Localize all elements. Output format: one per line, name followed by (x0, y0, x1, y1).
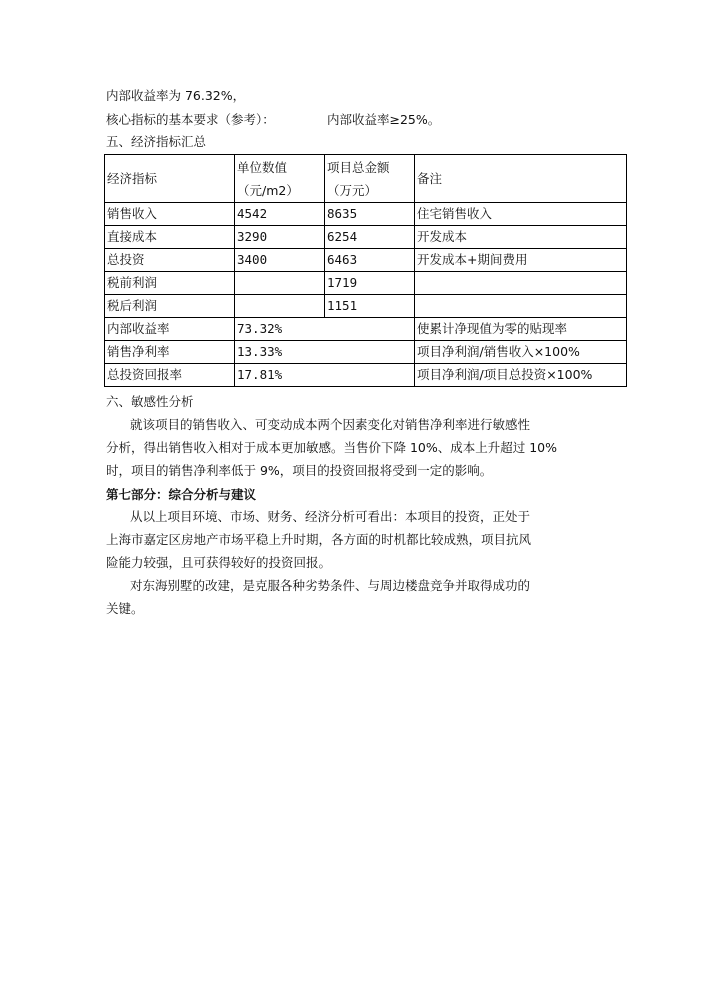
table-row (105, 341, 627, 364)
summary-paragraph-line: 险能力较强，且可获得较好的投资回报。 (106, 555, 332, 570)
table-cell: 3400 (235, 249, 325, 272)
table-row (105, 295, 627, 318)
table-cell: 使累计净现值为零的贴现率 (415, 318, 627, 341)
table-cell: 4542 (235, 203, 325, 226)
section-6-heading: 六、敏感性分析 (106, 394, 194, 409)
table-cell: 销售净利率 (105, 341, 235, 364)
table-row (105, 318, 627, 341)
table-header-cell: 经济指标 (105, 155, 235, 203)
section-5-heading: 五、经济指标汇总 (106, 134, 207, 149)
table-cell: 1719 (325, 272, 415, 295)
conclusion-paragraph-line: 关键。 (106, 601, 144, 616)
table-cell: 直接成本 (105, 226, 235, 249)
table-cell: 6254 (325, 226, 415, 249)
table-row (105, 272, 627, 295)
economic-indicators-table (104, 154, 627, 387)
table-cell (235, 272, 325, 295)
table-cell: 总投资回报率 (105, 364, 235, 387)
sensitivity-paragraph-line: 就该项目的销售收入、可变动成本两个因素变化对销售净利率进行敏感性 (130, 417, 531, 432)
table-cell (415, 295, 627, 318)
core-requirement-label: 核心指标的基本要求（参考）： (106, 112, 275, 127)
table-cell: 开发成本 (415, 226, 627, 249)
table-cell: 3290 (235, 226, 325, 249)
table-cell: 销售收入 (105, 203, 235, 226)
summary-paragraph-line: 从以上项目环境、市场、财务、经济分析可看出：本项目的投资，正处于 (130, 509, 531, 524)
table-row (105, 226, 627, 249)
table-header-row (105, 155, 627, 203)
table-header-cell: 备注 (415, 155, 627, 203)
table-cell: 税后利润 (105, 295, 235, 318)
table-header-cell: 项目总金额（万元） (325, 155, 415, 203)
table-cell: 开发成本+期间费用 (415, 249, 627, 272)
table-cell: 税前利润 (105, 272, 235, 295)
table-row (105, 364, 627, 387)
conclusion-paragraph-line: 对东海别墅的改建，是克服各种劣势条件、与周边楼盘竞争并取得成功的 (130, 578, 531, 593)
table-cell: 住宅销售收入 (415, 203, 627, 226)
table-cell: 73.32% (235, 318, 415, 341)
irr-line: 内部收益率为 76.32%， (106, 88, 246, 103)
table-header-cell: 单位数值（元/m2） (235, 155, 325, 203)
table-cell (415, 272, 627, 295)
table-cell: 项目净利润/销售收入×100% (415, 341, 627, 364)
table-cell: 1151 (325, 295, 415, 318)
part-7-heading: 第七部分：综合分析与建议 (106, 487, 257, 502)
sensitivity-paragraph-line: 分析，得出销售收入相对于成本更加敏感。当售价下降 10%、成本上升超过 10% (106, 440, 558, 455)
table-cell: 6463 (325, 249, 415, 272)
summary-paragraph-line: 上海市嘉定区房地产市场平稳上升时期，各方面的时机都比较成熟，项目抗风 (106, 532, 532, 547)
table-cell: 内部收益率 (105, 318, 235, 341)
table-cell: 17.81% (235, 364, 415, 387)
sensitivity-paragraph-line: 时，项目的销售净利率低于 9%，项目的投资回报将受到一定的影响。 (106, 463, 493, 478)
table-row (105, 203, 627, 226)
table-cell: 项目净利润/项目总投资×100% (415, 364, 627, 387)
table-cell (235, 295, 325, 318)
table-cell: 13.33% (235, 341, 415, 364)
table-cell: 8635 (325, 203, 415, 226)
table-cell: 总投资 (105, 249, 235, 272)
core-requirement-value: 内部收益率≥25%。 (327, 112, 441, 127)
table-row (105, 249, 627, 272)
